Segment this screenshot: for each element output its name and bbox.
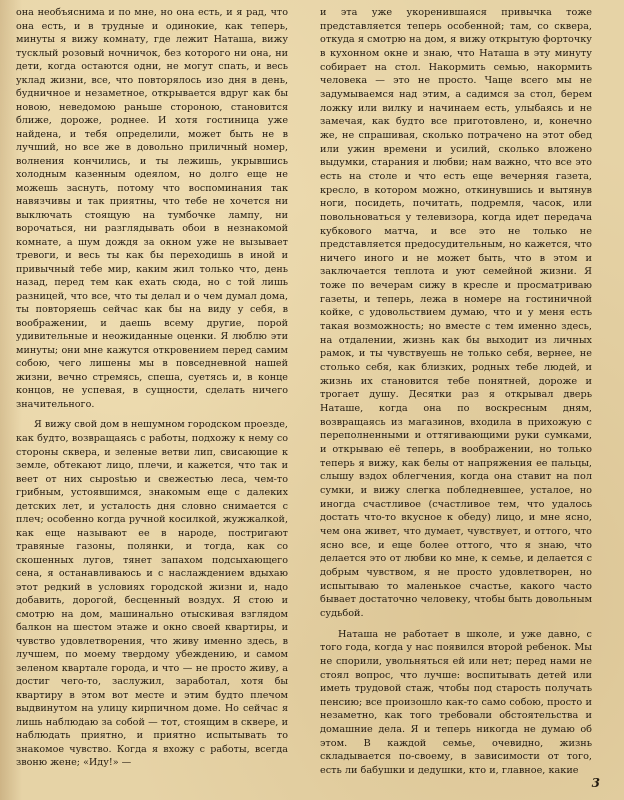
page-number: 3 — [591, 776, 600, 790]
paragraph: Я вижу свой дом в нешумном городском проезде, как будто, возвращаясь с работы, подхожу к нему со стороны сквера, и зеленые ветви лип, свисающие к земле, обтекают лицо, плечи, и кажется, что так и веет от них сырostью и свежестью леса, чем-то грибным, устоявшимся, знакомым еще с далеких детских лет, и усталость дня словно снимается с плеч; особенно когда ручной косилкой, жужжалкой, как еще называют ее в народе, постригают травяные газоны, полянки, и тогда, как со скошенных лугов, тянет запахом подсыхающего сена, я останавливаюсь и с наслаждением вдыхаю этот редкий в условиях городской жизни и, надо добавить, дорогой, бесценный воздух. Я стою и смотрю на дом, машинально отыскивая взглядом балкон на шестом этаже и окно своей квартиры, и чувство удовлетворения, что живу именно здесь, в лучшем, по моему твердому убеждению, и самом зеленом квартале города, и что — не просто живу, а достиг чего-то, заслужил, заработал, хотя бы квартиру в этом вот месте и этим будто плечом выдвинутом на улицу кирпичном доме. Но сейчас я лишь наблюдаю за собой — тот, стоящим в сквере, и наблюдать приятно, и приятно испытывать то знакомое чувство. Когда я вхожу с работы, всегда звоню жене; «Иду!» — — [16, 419, 288, 769]
paragraph: и эта уже укоренившаяся привычка тоже представляется теперь особенной; там, со сквера, откуда я смотрю на дом, я вижу открытую форточку в кухонном окне и знаю, что Наташа в эту минуту собирает на стол. Накормить семью, накормить человека — это не просто. Чаще всего мы не задумываемся над этим, а садимся за стол, берем ложку или вилку и начинаем есть, улыбаясь и не замечая, как будто все приготовлено, и, конечно же, не спрашивая, сколько потрачено на этот обед или ужин времени и усилий, сколько вложено выдумки, старания и любви; нам важно, что все это есть на столе и что есть еще вечерняя газета, кресло, в котором можно, откинувшись и вытянув ноги, посидеть, почитать, подремля, часок, или повольноваться у телевизора, когда идет передача кубкового матча, и все это не только не представляется предосудительным, но кажется, что ничего иного и не может быть, что в этом и заключается теплота и уют семейной жизни. Я тоже по вечерам сижу в кресле и просматриваю газеты, и теперь, лежа в номере на гостиничной койке, с удовольствием думаю, что и у меня есть такая возможность; но вместе с тем именно здесь, на отдалении, жизнь как бы выходит из личных рамок, и ты чувствуешь не только себя, вернее, не столько себя, как близких, родных тебе людей, и жизнь их становится тебе понятней, дороже и трогает душу. Десятки раз я открывал дверь Наташе, когда она по воскресным дням, возвращаясь из магазинов, входила в прихожую с переполненными и оттягивающими руки сумками, и открываю её теперь, в воображении, но только теперь я вижу, как белы от напряжения ее пальцы, слышу вздох облегчения, когда она ставит на пол сумки, и вижу слегка побледневшее, усталое, но иногда счастливое (счастливое тем, что удалось достать что-то вкусное к обеду) лицо, и мне ясно, чем она живет, что думает, чувствует, и оттого, что ясно все, и еще более оттого, что я знаю, что делается это от любви ко мне, к семье, и делается с добрым чувством, я не просто удовлетворен, но испытываю то маленькое счастье, какого часто бывает достаточно человеку, чтобы быть довольным судьбой. — [320, 7, 592, 619]
left-column — [16, 6, 288, 770]
paragraph: Наташа не работает в школе, и уже давно, с того года, когда у нас появился второй ребенок. Мы не спорили, увольняться ей или нет; перед нами не стоял вопрос, что лучше: воспитывать детей или иметь трудовой стаж, чтобы под старость получать пенсию; все произошло как-то само собою, просто и незаметно, как того требовали обстоятельства и домашние дела. Я и теперь никогда не думаю об этом. В каждой семье, очевидно, жизнь складывается по-своему, в зависимости от того, есть ли бабушки и дедушки, кто и, главное, какие — [320, 628, 592, 777]
right-column — [320, 6, 592, 778]
paragraph: она необъяснима и по мне, но она есть, и я рад, что она есть, и в трудные и одинокие, как теперь, минуты я вижу комнату, где лежит Наташа, вижу тусклый розовый ночничок, без которого ни она, ни дети, когда остаются одни, не могут спать, и весь уклад жизни, все, что повторялось изо дня в день, будничное и незаметное, открывается вдруг как бы новою, неведомою раньше стороною, становится ближе, дороже, роднее. И хотя гостиница уже найдена, и тебя определили, может быть не в лучший, но все же в довольно приличный номер, волнения кончились, и ты лежишь, укрывшись холодным казенным одеялом, но долго еще не можешь заснуть, потому что воспоминания так навязчивы и так приятны, что тебе не хочется ни выключать стоящую на тумбочке лампу, ни ворочаться, ни разглядывать обои в незнакомой комнате, а шум дождя за окном уже не вызывает тревоги, и весь ты как бы переходишь в иной и привычный тебе мир, каким жил только что, день назад, перед тем как ехать сюда, но с той лишь разницей, что все, что ты делал и о чем думал дома, ты повторяешь сейчас как бы на виду у себя, в воображении, и даешь всему другие, порой удивительные и неожиданные оценки. Я люблю эти минуты; они мне кажутся откровением перед самим собою, чего лишены мы в повседневной нашей жизни, вечно стремясь, спеша, суетясь и, в конце концов, не успевая, в сущности, сделать ничего значительного. — [16, 7, 288, 410]
